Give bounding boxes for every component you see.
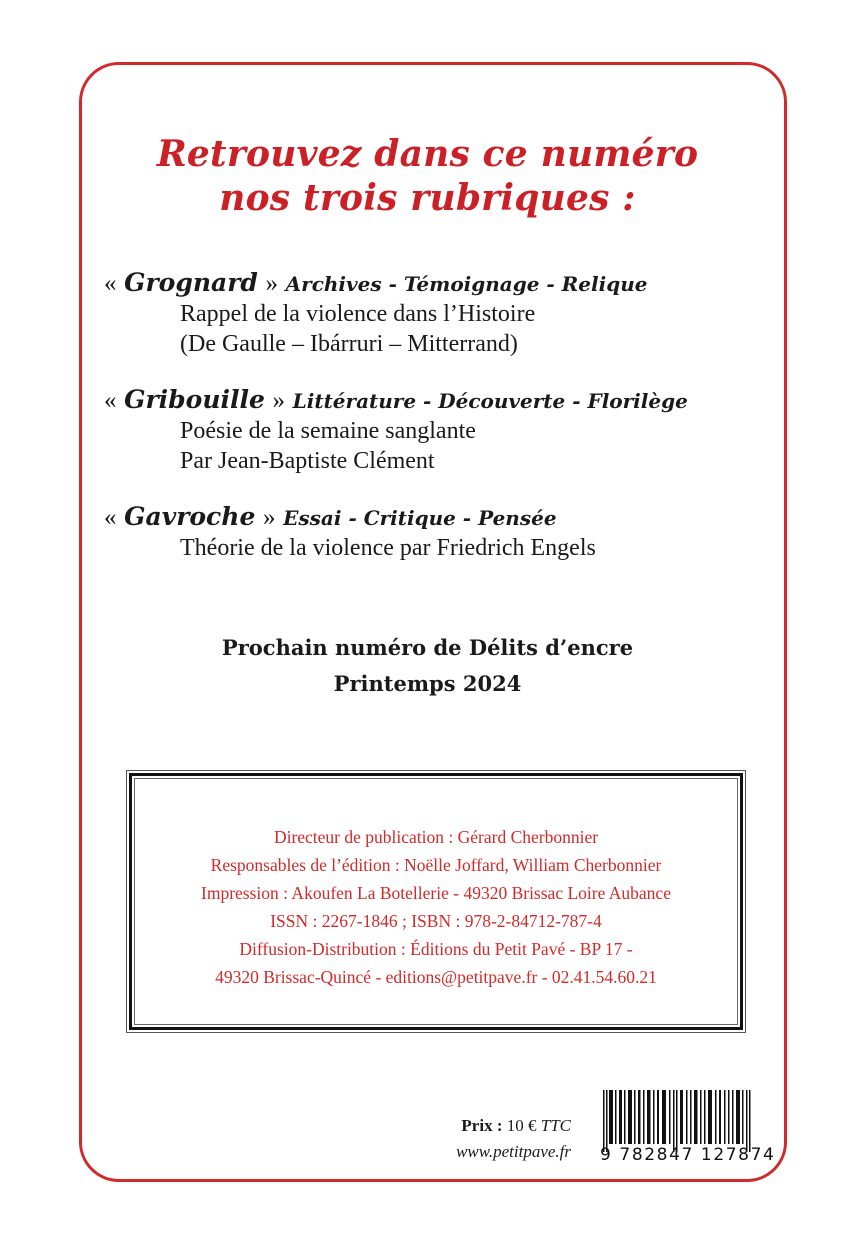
credit-editors: Responsables de l’édition : Noëlle Joffard, William Cherbonnier: [210, 855, 662, 875]
rubrique-description: Théorie de la violence par Friedrich Engels: [180, 535, 596, 561]
rubrique-description: Par Jean-Baptiste Clément: [180, 448, 435, 474]
rubrique-heading: [104, 385, 804, 416]
price-label: Prix :: [461, 1116, 503, 1135]
close-quote: »: [263, 504, 276, 531]
rubrique-heading: [104, 268, 804, 299]
next-issue-date: Printemps 2024: [333, 671, 522, 696]
title-line-1: Retrouvez dans ce numéro: [156, 133, 699, 175]
rubrique-gavroche: [104, 502, 804, 563]
barcode-bars-icon: [600, 1090, 756, 1152]
rubrique-name: Gribouille: [124, 385, 265, 414]
rubrique-name: Grognard: [124, 268, 258, 297]
open-quote: «: [104, 387, 117, 414]
rubrique-heading: [104, 502, 804, 533]
rubrique-gribouille: [104, 385, 804, 476]
rubrique-tags: Littérature - Découverte - Florilège: [292, 389, 688, 413]
rubrique-description: Poésie de la semaine sanglante: [180, 418, 476, 444]
page-title: [0, 132, 855, 220]
credit-printing: Impression : Akoufen La Botellerie - 49320 Brissac Loire Aubance: [201, 883, 671, 903]
credits-text: [127, 823, 745, 991]
barcode-digits: 9 782847 127874: [600, 1145, 776, 1165]
website-link[interactable]: www.petitpave.fr: [456, 1142, 571, 1161]
next-issue: [0, 630, 855, 702]
rubrique-description: (De Gaulle – Ibárruri – Mitterrand): [180, 331, 518, 357]
price-block: [456, 1113, 571, 1165]
open-quote: «: [104, 504, 117, 531]
credit-issn-isbn: ISSN : 2267-1846 ; ISBN : 978-2-84712-787-4: [270, 911, 602, 931]
open-quote: «: [104, 270, 117, 297]
price-amount: 10 €: [506, 1116, 537, 1135]
rubrique-tags: Archives - Témoignage - Relique: [285, 272, 648, 296]
isbn-barcode: [600, 1090, 776, 1170]
credit-contact: 49320 Brissac-Quincé - editions@petitpave.fr - 02.41.54.60.21: [215, 967, 657, 987]
rubrique-tags: Essai - Critique - Pensée: [283, 506, 557, 530]
credit-distribution: Diffusion-Distribution : Éditions du Petit Pavé - BP 17 -: [239, 939, 633, 959]
rubrique-grognard: [104, 268, 804, 359]
credit-director: Directeur de publication : Gérard Cherbonnier: [273, 827, 599, 847]
close-quote: »: [265, 270, 278, 297]
price-line: [456, 1113, 571, 1139]
rubrique-description: Rappel de la violence dans l’Histoire: [180, 301, 536, 327]
rubrique-name: Gavroche: [124, 502, 256, 531]
title-line-2: nos trois rubriques :: [219, 177, 636, 219]
close-quote: »: [272, 387, 286, 414]
price-tax: TTC: [540, 1116, 571, 1135]
publication-credits-box: [126, 770, 746, 1033]
next-issue-line-1: Prochain numéro de Délits d’encre: [221, 635, 634, 660]
